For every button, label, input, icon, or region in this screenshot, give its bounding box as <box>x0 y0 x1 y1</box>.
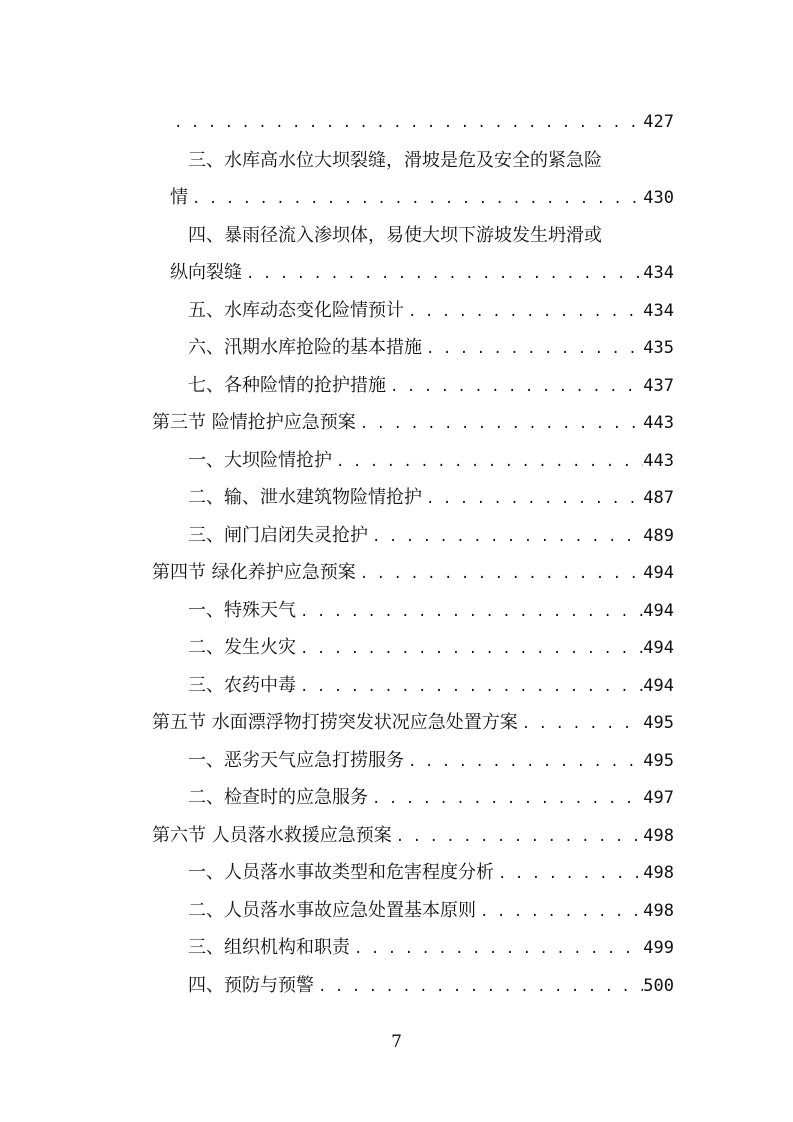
toc-entry-title: 一、大坝险情抢护 <box>188 449 332 471</box>
toc-entry-title: 五、水库动态变化险情预计 <box>188 299 404 321</box>
toc-dot-leader <box>356 556 644 594</box>
toc-section-entry[interactable] <box>152 554 674 592</box>
toc-entry[interactable] <box>152 667 674 705</box>
toc-entry-title: 三、水库高水位大坝裂缝，滑坡是危及安全的紧急险 <box>188 149 602 171</box>
toc-dot-leader <box>476 894 643 932</box>
toc-dot-leader <box>332 444 643 482</box>
toc-entry[interactable] <box>152 367 674 405</box>
toc-entry[interactable] <box>152 742 674 780</box>
toc-dot-leader <box>404 744 643 782</box>
toc-entry[interactable] <box>152 104 674 142</box>
toc-entry-page: 495 <box>643 713 674 733</box>
toc-dot-leader <box>350 931 643 969</box>
toc-entry-page: 427 <box>643 112 674 132</box>
page-number: 7 <box>391 1032 402 1052</box>
toc-entry-title: 纵向裂缝 <box>170 262 242 283</box>
toc-entry[interactable] <box>152 592 674 630</box>
toc-entry-title: 六、汛期水库抢险的基本措施 <box>188 337 422 358</box>
toc-entry[interactable] <box>152 779 674 817</box>
toc-entry-title: 一、特殊天气 <box>188 599 296 621</box>
toc-entry-title: 七、各种险情的抢护措施 <box>188 374 386 396</box>
toc-dot-leader <box>368 781 643 819</box>
toc-entry-page: 498 <box>643 825 674 846</box>
toc-section-entry[interactable] <box>152 817 674 855</box>
toc-entry[interactable] <box>152 854 674 892</box>
toc-entry[interactable] <box>152 929 674 967</box>
toc-entry-title: 二、输、泄水建筑物险情抢护 <box>188 487 422 508</box>
toc-dot-leader <box>422 481 643 519</box>
toc-dot-leader <box>422 331 643 369</box>
toc-entry-page: 487 <box>643 488 674 508</box>
toc-dot-leader <box>296 631 643 669</box>
toc-entry-title: 四、预防与预警 <box>188 974 314 996</box>
toc-entry[interactable] <box>152 329 674 367</box>
toc-entry-title: 第六节 人员落水救援应急预案 <box>152 824 392 846</box>
toc-entry[interactable] <box>152 479 674 517</box>
toc-entry-title: 一、人员落水事故类型和危害程度分析 <box>188 862 494 883</box>
toc-entry[interactable] <box>152 517 674 555</box>
toc-entry-page: 494 <box>643 600 674 621</box>
toc-dot-leader <box>242 256 643 294</box>
toc-entry-title: 第五节 水面漂浮物打捞突发状况应急处置方案 <box>152 712 518 733</box>
toc-dot-leader <box>170 105 643 143</box>
toc-dot-leader <box>296 594 643 632</box>
toc-dot-leader <box>494 856 643 894</box>
toc-dot-leader <box>386 369 643 407</box>
toc-dot-leader <box>404 294 643 332</box>
toc-section-entry[interactable] <box>152 404 674 442</box>
toc-entry-first-line[interactable] <box>152 217 674 255</box>
toc-dot-leader <box>392 819 644 857</box>
toc-entry-title: 情 <box>170 187 188 208</box>
toc-entry-page: 498 <box>643 863 674 883</box>
toc-entry-title: 四、暴雨径流入渗坝体，易使大坝下游坡发生坍滑或 <box>188 224 602 246</box>
table-of-contents <box>152 104 674 1004</box>
toc-entry-page: 495 <box>643 750 674 771</box>
toc-entry-page: 498 <box>643 900 674 921</box>
toc-section-entry[interactable] <box>152 704 674 742</box>
toc-entry-first-line[interactable] <box>152 142 674 180</box>
toc-entry-page: 494 <box>643 563 674 583</box>
toc-dot-leader <box>188 181 643 219</box>
toc-dot-leader <box>356 406 644 444</box>
toc-entry-page: 499 <box>643 938 674 958</box>
toc-entry-page: 430 <box>643 188 674 208</box>
toc-entry-page: 443 <box>643 450 674 471</box>
toc-entry[interactable] <box>152 967 674 1005</box>
toc-entry[interactable] <box>152 892 674 930</box>
toc-entry-title: 第三节 险情抢护应急预案 <box>152 412 356 433</box>
toc-entry-page: 437 <box>643 375 674 396</box>
toc-dot-leader <box>314 969 643 1007</box>
toc-entry-page: 434 <box>643 263 674 283</box>
toc-entry-title: 三、闸门启闭失灵抢护 <box>188 524 368 546</box>
toc-entry-page: 443 <box>643 413 674 433</box>
toc-entry[interactable] <box>152 442 674 480</box>
toc-dot-leader <box>368 519 643 557</box>
toc-entry[interactable] <box>152 292 674 330</box>
toc-entry-title: 三、农药中毒 <box>188 674 296 696</box>
toc-entry-title: 二、检查时的应急服务 <box>188 787 368 808</box>
toc-entry[interactable] <box>152 179 674 217</box>
toc-dot-leader <box>296 669 643 707</box>
toc-dot-leader <box>518 706 644 744</box>
toc-entry-title: 一、恶劣天气应急打捞服务 <box>188 749 404 771</box>
toc-entry-page: 494 <box>643 675 674 696</box>
toc-entry-title: 二、发生火灾 <box>188 637 296 658</box>
toc-entry-page: 434 <box>643 300 674 321</box>
toc-entry-page: 489 <box>643 525 674 546</box>
toc-entry-title: 三、组织机构和职责 <box>188 937 350 958</box>
toc-entry-page: 497 <box>643 788 674 808</box>
toc-entry[interactable] <box>152 254 674 292</box>
toc-entry-title: 第四节 绿化养护应急预案 <box>152 562 356 583</box>
toc-entry-page: 500 <box>643 975 674 996</box>
toc-entry-page: 435 <box>643 338 674 358</box>
toc-entry-title: 二、人员落水事故应急处置基本原则 <box>188 899 476 921</box>
toc-entry[interactable] <box>152 629 674 667</box>
toc-entry-page: 494 <box>643 638 674 658</box>
